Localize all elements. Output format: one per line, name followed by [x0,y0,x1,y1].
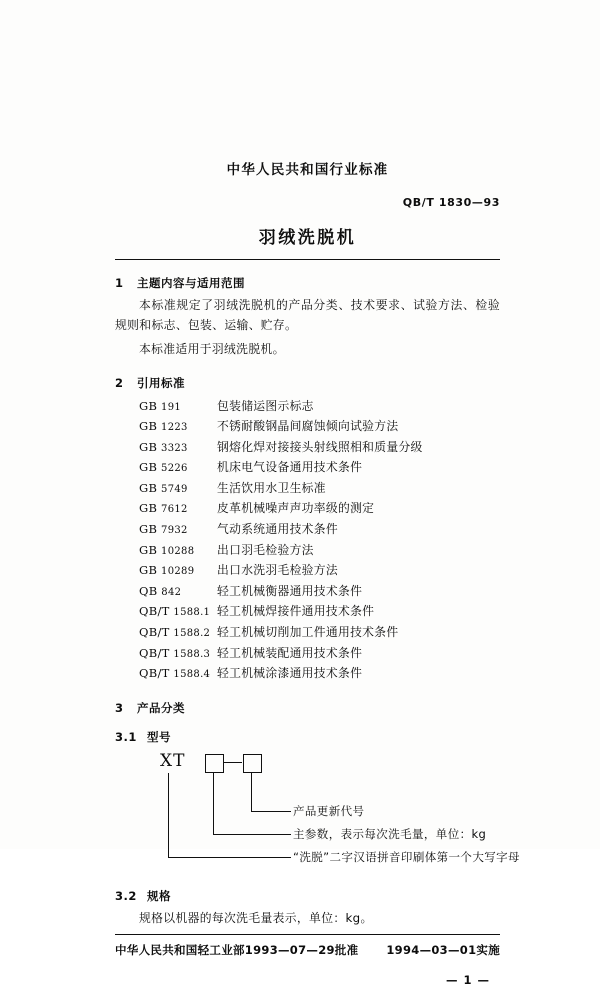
section-title-1: 主题内容与适用范围 [137,276,245,290]
reference-code [139,561,217,582]
footer-row [115,942,500,958]
model-separator-dash [224,762,242,763]
reference-title: 生活饮用水卫生标准 [217,480,326,495]
leader-line-horizontal-update-code [251,811,291,812]
reference-item [115,664,500,685]
reference-code [139,417,217,438]
reference-title: 钢熔化焊对接接头射线照相和质量分级 [217,439,423,454]
subsection-heading-spec [115,888,500,904]
reference-number: 1588.1 [173,607,211,619]
section-heading-1 [115,275,500,291]
reference-item [115,397,500,418]
reference-prefix: QB/T [139,625,170,640]
reference-item [115,479,500,500]
section-number-2: 2 [115,375,124,390]
reference-prefix: GB [139,439,158,454]
section-number-3: 3 [115,700,124,715]
subsection-number-model: 3.1 [115,729,137,744]
reference-number: 842 [161,586,182,598]
reference-prefix: QB [139,583,158,598]
reference-title: 气动系统通用技术条件 [217,522,338,537]
reference-number: 191 [161,401,182,413]
reference-title: 皮革机械噪声声功率级的测定 [217,501,375,516]
reference-title: 出口水洗羽毛检验方法 [217,563,338,578]
reference-title: 轻工机械 [217,645,266,660]
subsection-title-spec: 规格 [147,888,171,903]
issuing-body-heading: 中华人民共和国行业标准 [226,162,389,178]
reference-code [139,458,217,479]
reference-number: 10288 [161,545,195,557]
section-title-2: 引用标准 [137,375,185,390]
reference-subtitle: 装配通用技术条件 [265,645,363,660]
referenced-standards-list [115,397,500,685]
reference-code [139,644,217,665]
leader-line-vertical-pinyin-initials [168,773,169,857]
leader-line-horizontal-main-parameter [213,834,291,835]
subsection-number-spec: 3.2 [115,888,137,903]
reference-code [139,520,217,541]
footer-approval-text: 中华人民共和国轻工业部1993—07—29批准 [115,943,359,958]
subsection-heading-model [115,729,500,745]
reference-title: 轻工机械衡器通用技术条件 [217,583,363,598]
document-title: 羽绒洗脱机 [258,228,357,248]
reference-item [115,520,500,541]
reference-number: 1223 [161,422,188,434]
header-divider-rule [115,259,500,260]
reference-subtitle: 切削加工件通用技术条件 [265,625,399,640]
footer-divider-rule [115,934,500,935]
reference-prefix: GB [139,398,158,413]
reference-code [139,602,217,623]
reference-item [115,458,500,479]
reference-code [139,541,217,562]
reference-item [115,561,500,582]
section-heading-2 [115,375,500,391]
reference-subtitle: 通用技术条件 [289,460,363,475]
reference-title: 包装储运图示标志 [217,398,314,413]
reference-title: 轻工机械 [217,604,266,619]
reference-subtitle: 涂漆通用技术条件 [265,666,363,681]
reference-number: 1588.2 [173,628,211,640]
reference-title: 轻工机械 [217,666,266,681]
section-number-1: 1 [115,276,124,290]
reference-prefix: GB [139,480,158,495]
reference-item [115,541,500,562]
model-designation-diagram [115,749,520,875]
leader-line-vertical-update-code [251,773,252,811]
standard-number: QB/T 1830—93 [402,196,500,209]
reference-title: 不锈耐酸钢晶间腐蚀倾向试验方法 [217,419,399,434]
model-label-main-parameter: 主参数，表示每次洗毛量，单位：kg [293,826,487,841]
reference-item [115,417,500,438]
reference-item [115,644,500,665]
reference-prefix: QB/T [139,604,170,619]
reference-item [115,623,500,644]
reference-number: 1588.4 [173,669,211,681]
reference-prefix: GB [139,419,158,434]
reference-number: 5226 [161,463,188,475]
reference-item [115,582,500,603]
subsection-title-model: 型号 [147,729,171,744]
subsection-spec-paragraph: 规格以机器的每次洗毛量表示，单位：kg。 [139,910,373,925]
leader-line-horizontal-pinyin-initials [168,857,291,858]
model-box-main-parameter [205,754,224,773]
section-title-3: 产品分类 [137,700,185,715]
reference-number: 5749 [161,483,188,495]
reference-number: 10289 [161,566,195,578]
reference-code [139,479,217,500]
leader-line-vertical-main-parameter [213,773,214,834]
reference-title: 出口羽毛检验方法 [217,542,314,557]
reference-code [139,438,217,459]
model-label-pinyin-initials: “洗脱”二字汉语拼音印刷体第一个大写字母 [293,849,520,864]
reference-code [139,499,217,520]
page-content [115,0,520,987]
reference-code [139,582,217,603]
reference-prefix: QB/T [139,645,170,660]
footer-implementation-date: 1994—03—01实施 [386,943,500,958]
reference-title: 机床电气设备 [217,460,290,475]
section-1-paragraph-2: 本标准适用于羽绒洗脱机。 [139,342,285,356]
model-box-update-code [243,754,262,773]
reference-prefix: GB [139,542,158,557]
reference-number: 3323 [161,442,188,454]
reference-code [139,664,217,685]
reference-code [139,397,217,418]
reference-prefix: GB [139,522,158,537]
reference-prefix: GB [139,460,158,475]
section-1-paragraph-1: 本标准规定了羽绒洗脱机的产品分类、技术要求、试验方法、检验规则和标志、包装、运输、贮存。 [115,298,500,332]
reference-item [115,438,500,459]
reference-item [115,499,500,520]
page-number: — 1 — [445,973,490,987]
reference-number: 1588.3 [173,648,211,660]
reference-item [115,602,500,623]
reference-code [139,623,217,644]
reference-number: 7612 [161,504,188,516]
reference-number: 7932 [161,525,188,537]
section-heading-3 [115,700,500,716]
reference-prefix: QB/T [139,666,170,681]
model-label-update-code: 产品更新代号 [293,803,365,818]
model-prefix-letters: XT [160,750,186,771]
reference-subtitle: 焊接件通用技术条件 [265,604,375,619]
reference-title: 轻工机械 [217,625,266,640]
reference-prefix: GB [139,563,158,578]
reference-prefix: GB [139,501,158,516]
